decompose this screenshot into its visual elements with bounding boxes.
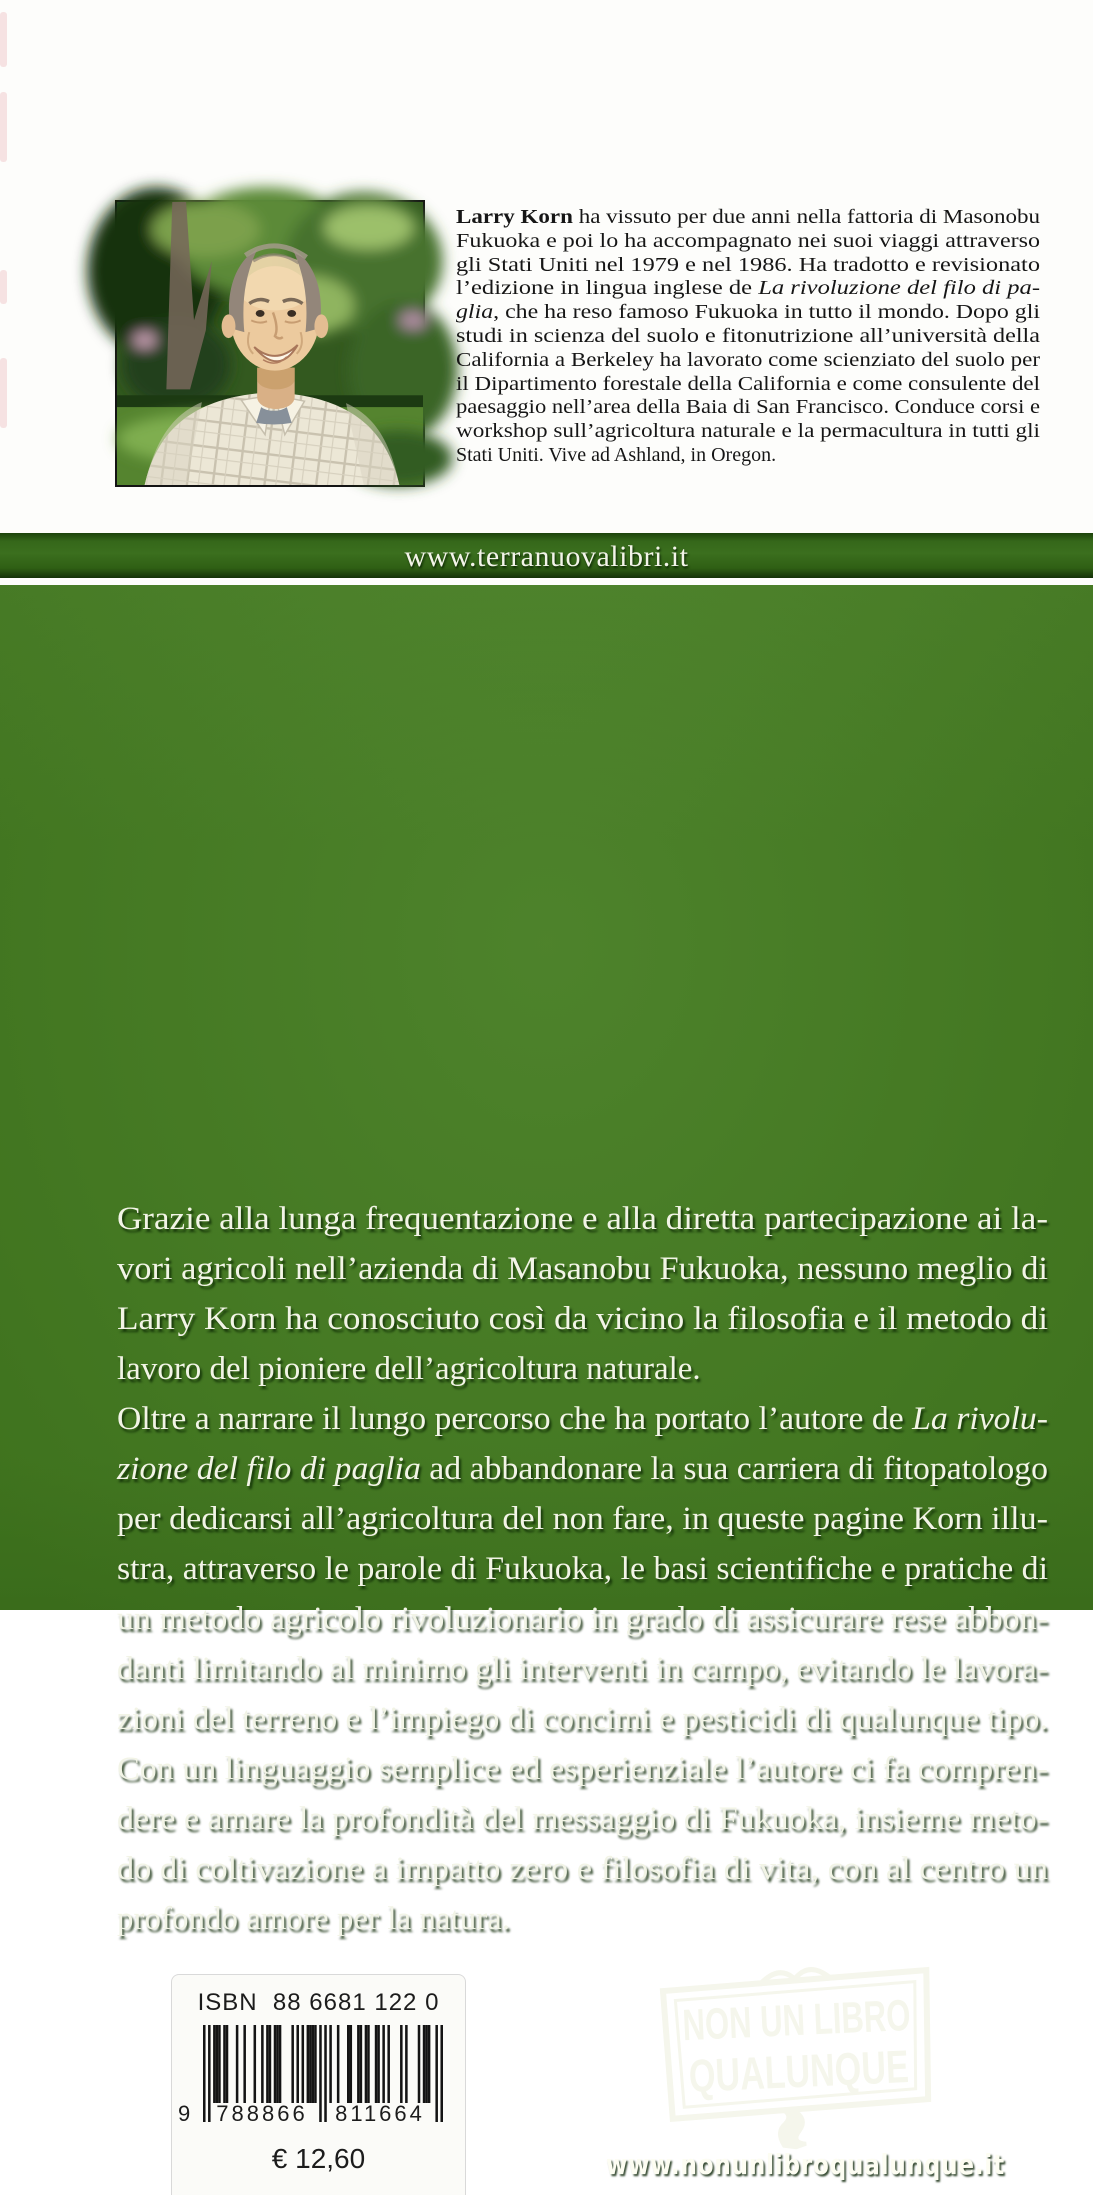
blurb-line: zioni del terreno e l’impiego di concimi e pesticidi di qualunque tipo.: [117, 1701, 1048, 1737]
barcode-block: [172, 1975, 465, 2195]
non-un-libro-qualunque-stamp: [652, 1957, 1006, 2154]
scan-artifact: [0, 358, 7, 428]
blurb-line: Larry Korn ha conosciuto così da vicino la filosofia e il metodo di: [117, 1301, 1048, 1337]
author-bio-line: il Dipartimento forestale della California e come consulente del: [456, 372, 1040, 395]
blurb-line: vori agricoli nell’azienda di Masanobu Fukuoka, nessuno meglio di: [117, 1251, 1048, 1287]
back-cover-green-area: [0, 585, 1093, 2181]
blurb-line: Grazie alla lunga frequentazione e alla diretta partecipazione ai la-: [117, 1201, 1048, 1237]
blurb-line: un metodo agricolo rivoluzionario in grado di assicurare rese abbon-: [117, 1601, 1048, 1637]
blurb-line: stra, attraverso le parole di Fukuoka, le basi scientifiche e pratiche di: [117, 1551, 1048, 1587]
price-label: € 12,60: [271, 2143, 366, 2174]
scan-artifact: [0, 92, 7, 162]
blurb-line: profondo amore per la natura.: [117, 1901, 511, 1937]
ean-digit-first: 9: [178, 2101, 191, 2126]
blurb-line: Con un linguaggio semplice ed esperienziale l’autore ci fa compren-: [117, 1751, 1048, 1787]
author-bio-line: Stati Uniti. Vive ad Ashland, in Oregon.: [456, 443, 777, 466]
blurb-line: dere e amare la profondità del messaggio di Fukuoka, insieme meto-: [117, 1801, 1048, 1837]
author-bio-line: l’edizione in lingua inglese de La rivoluzione del filo di pa-: [456, 277, 1040, 300]
author-bio-line: studi in scienza del suolo e fitonutrizione all’università della: [456, 324, 1040, 347]
author-photo-illustration: [117, 202, 423, 485]
publisher-url: www.terranuovalibri.it: [404, 540, 689, 573]
blurb-line: Oltre a narrare il lungo percorso che ha portato l’autore de La rivolu-: [117, 1401, 1048, 1437]
author-bio-line: gli Stati Uniti nel 1979 e nel 1986. Ha tradotto e revisionato: [456, 253, 1040, 276]
blurb-line: zione del filo di paglia ad abbandonare la sua carriera di fitopatologo: [117, 1451, 1049, 1487]
publisher-band: [0, 533, 1093, 578]
stamp-url: www.nonunlibroqualunque.it: [606, 2148, 1005, 2181]
scan-artifact: [0, 12, 7, 67]
stamp-line1: NON UN LIBRO: [681, 1986, 1006, 2051]
author-bio-line: Fukuoka e poi lo ha accompagnato nei suoi viaggi attraverso: [456, 229, 1040, 252]
open-book-stamp-icon: [652, 1957, 1006, 2154]
author-bio-line: California a Berkeley ha lavorato come scienziato del suolo per: [456, 348, 1040, 371]
stamp-line2: QUALUNQUE: [687, 2036, 987, 2102]
author-bio: [456, 206, 1040, 468]
author-bio-line: paesaggio nell’area della Baia di San Francisco. Conduce corsi e: [456, 396, 1040, 419]
author-bio-line: Larry Korn ha vissuto per due anni nella fattoria di Masonobu: [456, 206, 1040, 228]
blurb-line: lavoro del pioniere dell’agricoltura naturale.: [117, 1351, 701, 1387]
blurb-line: per dedicarsi all’agricoltura del non fare, in queste pagine Korn illu-: [117, 1501, 1048, 1537]
scan-artifact: [0, 270, 7, 304]
blurb-line: do di coltivazione a impatto zero e filosofia di vita, con al centro un: [117, 1851, 1048, 1887]
back-cover-blurb: [117, 1194, 1048, 1944]
ean-digits-left: 788866: [216, 2101, 308, 2126]
author-bio-line: glia, che ha reso famoso Fukuoka in tutto il mondo. Dopo gli: [456, 301, 1040, 324]
author-photo: [115, 200, 425, 487]
ean-digits-right: 811664: [335, 2101, 425, 2126]
author-bio-line: workshop sull’agricoltura naturale e la permacultura in tutti gli: [456, 420, 1040, 443]
isbn-label: ISBN 88 6681 122 0: [197, 1989, 440, 2016]
blurb-line: danti limitando al minimo gli interventi in campo, evitando le lavora-: [117, 1651, 1048, 1687]
